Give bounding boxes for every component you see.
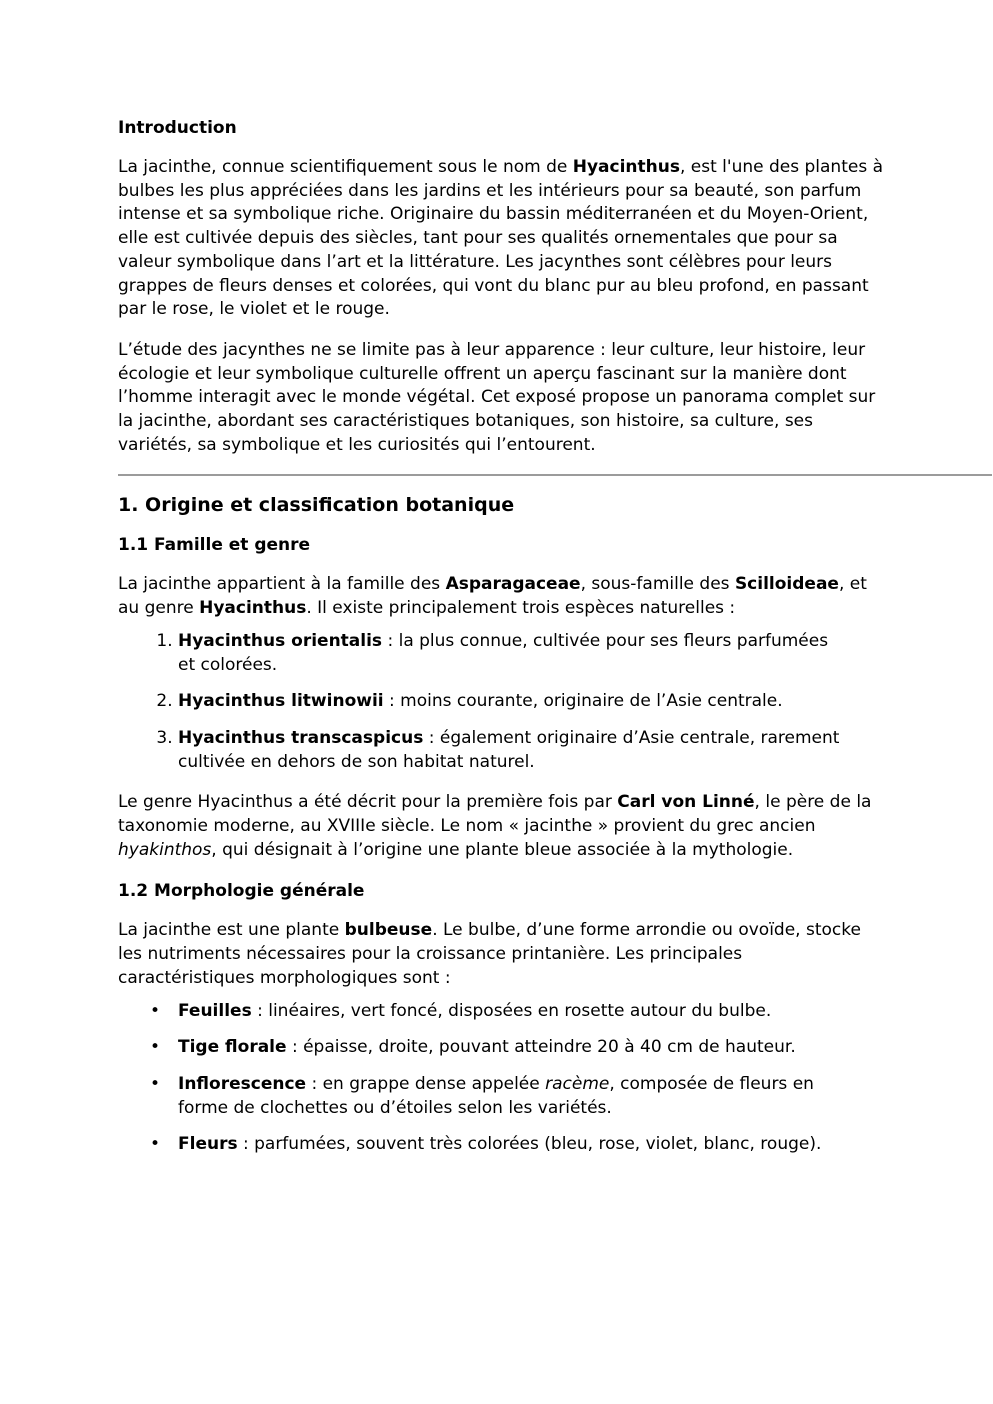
section-divider — [118, 474, 992, 476]
section1-heading: 1. Origine et classification botanique — [118, 494, 515, 517]
species-list-item-transcaspicus: 3. Hyacinthus transcaspicus : également originaire d’Asie centrale, rarement cultivée en dehors de son habitat naturel. — [178, 727, 848, 774]
morphology-list-item-tige-florale: • Tige florale : épaisse, droite, pouvant atteindre 20 à 40 cm de hauteur. — [178, 1036, 848, 1060]
section1-2-heading: 1.2 Morphologie générale — [118, 881, 365, 902]
morphology-list-item-fleurs: • Fleurs : parfumées, souvent très colorées (bleu, rose, violet, blanc, rouge). — [178, 1133, 848, 1157]
species-list-item-orientalis: 1. Hyacinthus orientalis : la plus connue, cultivée pour ses fleurs parfumées et colorées. — [178, 630, 848, 677]
linne-paragraph: Le genre Hyacinthus a été décrit pour la première fois par Carl von Linné, le père de la taxonomie moderne, au XVIIIe siècle. Le nom « jacinthe » provient du grec ancien hyakinthos, qui désignait à l’origine une plante bleue associée à la mythologie. — [118, 792, 872, 860]
morphology-list-item-inflorescence: • Inflorescence : en grappe dense appelée racème, composée de fleurs en forme de clochettes ou d’étoiles selon les variétés. — [178, 1073, 848, 1120]
morphology-list — [118, 1000, 848, 1158]
morphology-list-item-feuilles: • Feuilles : linéaires, vert foncé, disposées en rosette autour du bulbe. — [178, 1000, 848, 1024]
morphology-paragraph: La jacinthe est une plante bulbeuse. Le bulbe, d’une forme arrondie ou ovoïde, stocke les nutriments nécessaires pour la croissance printanière. Les principales caractéristiques morphologiques sont : — [118, 920, 861, 988]
species-list — [118, 630, 848, 775]
intro-paragraph-2: L’étude des jacynthes ne se limite pas à leur apparence : leur culture, leur histoire, leur écologie et leur symbolique culturelle offrent un aperçu fascinant sur la manière dont l’homme interagit avec le monde végétal. Cet exposé propose un panorama complet sur la jacinthe, abordant ses caractéristiques botaniques, son histoire, sa culture, ses variétés, sa symbolique et les curiosités qui l’entourent. — [118, 339, 876, 455]
intro-paragraph-1: La jacinthe, connue scientifiquement sous le nom de Hyacinthus, est l'une des plantes à bulbes les plus appréciées dans les jardins et les intérieurs pour sa beauté, son parfum intense et sa symbolique riche. Originaire du bassin méditerranéen et du Moyen-Orient, elle est cultivée depuis des siècles, tant pour ses qualités ornementales que pour sa valeur symbolique dans l’art et la littérature. Les jacynthes sont célèbres pour leurs grappes de fleurs denses et colorées, qui vont du blanc pur au bleu profond, en passant par le rose, le violet et le rouge. — [118, 157, 884, 320]
section1-1-heading: 1.1 Famille et genre — [118, 535, 311, 556]
intro-heading: Introduction — [118, 118, 237, 138]
family-genus-paragraph: La jacinthe appartient à la famille des Asparagaceae, sous-famille des Scilloideae, et au genre Hyacinthus. Il existe principalement trois espèces naturelles : — [118, 574, 867, 619]
species-list-item-litwinowii: 2. Hyacinthus litwinowii : moins courante, originaire de l’Asie centrale. — [178, 690, 848, 714]
